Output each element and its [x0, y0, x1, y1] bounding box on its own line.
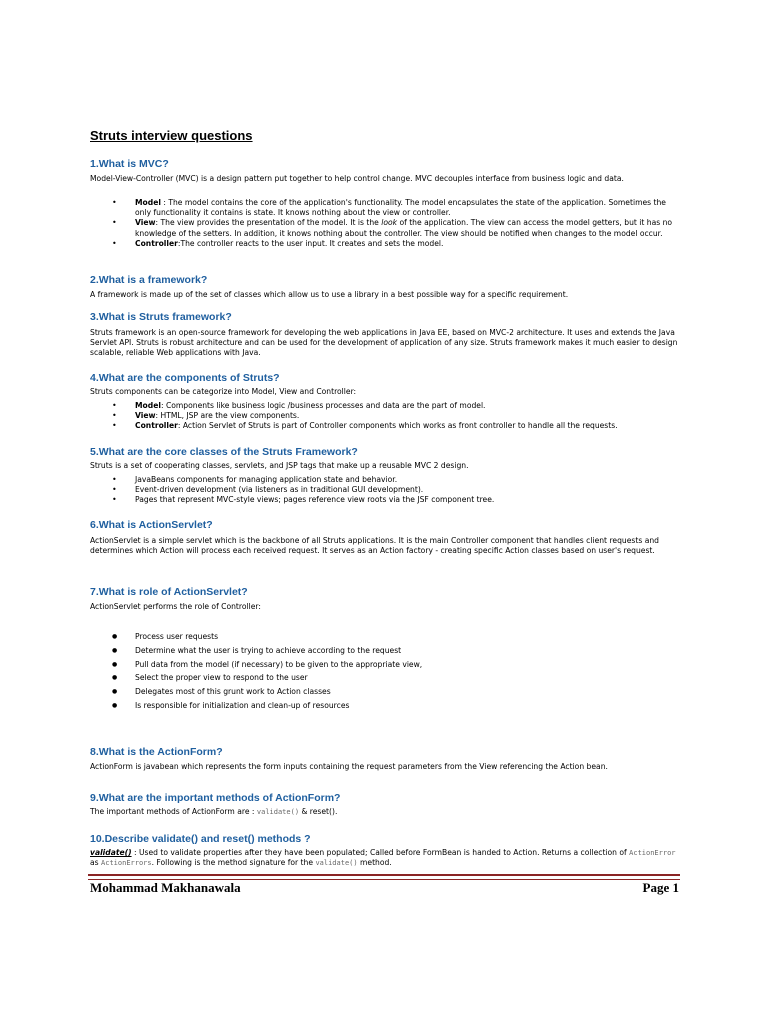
list-item: • Controller:The controller reacts to the user input. It creates and sets the model. — [90, 239, 682, 249]
document-title: Struts interview questions — [90, 128, 253, 143]
question-heading: 1.What is MVC? — [90, 158, 169, 170]
paragraph: Model-View-Controller (MVC) is a design pattern put together to help control change. MVC decouples interface from business logic and data. — [90, 174, 624, 183]
code-snippet: validate() — [315, 859, 358, 868]
bullet-list — [90, 198, 682, 249]
paragraph: Struts framework is an open-source framework for developing the web applications in Java EE, based on MVC-2 architecture. It uses and extends the Java Servlet API. Struts is robust architecture and can be used for the development of application of any size. Struts framework makes it much easier to design scalable, reliable Web applications with Java. — [90, 328, 678, 358]
bullet-list — [90, 401, 682, 432]
list-item: • Event-driven development (via listeners as in traditional GUI development). — [90, 485, 682, 495]
list-item: • View: The view provides the presentation of the model. It is the look of the application. The view can access the model getters, but it has no knowledge of the setters. In addition, it knows nothing about the controller. The view should be notified when changes to the model occur. — [90, 218, 682, 238]
list-item: • Controller: Action Servlet of Struts is part of Controller components which works as front controller to handle all the requests. — [90, 421, 682, 431]
list-item: • Model: Components like business logic /business processes and data are the part of model. — [90, 401, 682, 411]
bullet-list — [90, 475, 682, 506]
paragraph: ActionServlet performs the role of Controller: — [90, 602, 261, 611]
bullet-list — [90, 630, 682, 713]
question-heading: 4.What are the components of Struts? — [90, 372, 280, 384]
list-item: ● Process user requests — [90, 630, 682, 644]
list-item: ● Select the proper view to respond to the user — [90, 671, 682, 685]
question-heading: 5.What are the core classes of the Struts Framework? — [90, 446, 358, 458]
code-snippet: ActionErrors — [101, 859, 152, 868]
paragraph: The important methods of ActionForm are : validate() & reset(). — [90, 807, 338, 816]
footer-author: Mohammad Makhanawala — [90, 880, 241, 895]
question-heading: 6.What is ActionServlet? — [90, 519, 213, 531]
page-number: Page 1 — [642, 880, 679, 895]
list-item: • Model : The model contains the core of the application's functionality. The model encapsulates the state of the application. Sometimes the only functionality it contains is state. It knows nothing about the view or controller. — [90, 198, 682, 218]
question-heading: 9.What are the important methods of ActionForm? — [90, 792, 341, 804]
list-item: ● Determine what the user is trying to achieve according to the request — [90, 644, 682, 658]
question-heading: 10.Describe validate() and reset() methods ? — [90, 833, 311, 845]
question-heading: 3.What is Struts framework? — [90, 311, 232, 323]
code-snippet: validate() — [256, 808, 300, 816]
list-item: • JavaBeans components for managing application state and behavior. — [90, 475, 682, 485]
paragraph: Struts is a set of cooperating classes, servlets, and JSP tags that make up a reusable MVC 2 design. — [90, 461, 469, 470]
paragraph: ActionServlet is a simple servlet which is the backbone of all Struts applications. It is the main Controller component that handles client requests and determines which Action will process each received request. It serves as an Action factory - creating specific Action classes based on user's request. — [90, 536, 659, 556]
list-item: • View: HTML, JSP are the view components. — [90, 411, 682, 421]
paragraph: ActionForm is javabean which represents the form inputs containing the request parameters from the View referencing the Action bean. — [90, 762, 608, 771]
question-heading: 7.What is role of ActionServlet? — [90, 586, 248, 598]
list-item: ● Delegates most of this grunt work to Action classes — [90, 685, 682, 699]
question-heading: 8.What is the ActionForm? — [90, 746, 223, 758]
list-item: ● Is responsible for initialization and clean-up of resources — [90, 699, 682, 713]
document-page — [90, 0, 680, 1024]
list-item: ● Pull data from the model (if necessary) to be given to the appropriate view, — [90, 658, 682, 672]
method-label: validate() — [90, 848, 132, 857]
list-item: • Pages that represent MVC-style views; pages reference view roots via the JSF component tree. — [90, 495, 682, 505]
paragraph: Struts components can be categorize into Model, View and Controller: — [90, 387, 357, 396]
paragraph: A framework is made up of the set of classes which allow us to use a library in a best possible way for a specific requirement. — [90, 290, 569, 299]
code-snippet: ActionError — [629, 849, 676, 857]
paragraph: validate() : Used to validate properties after they have been populated; Called before FormBean is handed to Action. Returns a collection of ActionError as ActionErrors. Following is the method signature for the validate() method. — [90, 848, 676, 868]
question-heading: 2.What is a framework? — [90, 274, 208, 286]
